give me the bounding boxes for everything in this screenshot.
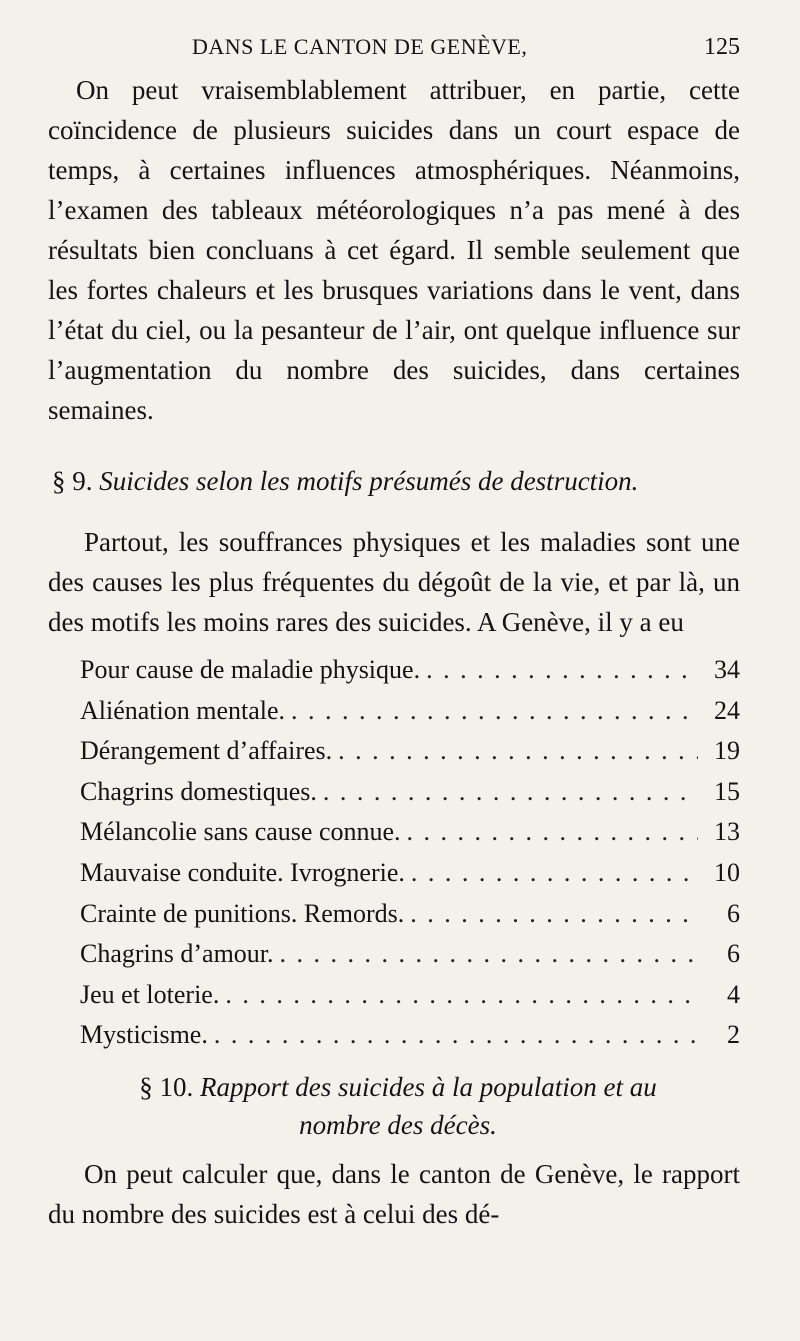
section-10-heading [48,1068,740,1144]
cause-label: Dérangement d’affaires. [80,736,333,766]
leader-dots [426,650,698,691]
cause-label: Pour cause de maladie physique. [80,655,421,684]
leader-dots [411,853,698,894]
section-9-number: § 9. [52,466,93,496]
cause-row [80,894,740,935]
cause-label: Mélancolie sans cause connue. [80,817,401,847]
leader-dots [291,691,698,732]
intro-paragraph [48,70,740,430]
section-9-title: Suicides selon les motifs présumés de destruction. [99,466,639,496]
cause-count: 13 [714,817,740,847]
running-head [48,28,740,68]
leader-dots [410,894,698,935]
intro-text: On peut vraisemblablement attribuer, en partie, cette coïncidence de plusieurs suicides dans un court espace de temps, à certaines influences atmosphériques. Néanmoins, l’examen des tableaux météorologiques n’a pas mené à des résultats bien concluans à cet égard. Il semble seulement que les fortes chaleurs et les brusques variations dans le vent, dans l’état du ciel, ou la pesanteur de l’air, ont quelque influence sur l’augmentation du nombre des suicides, dans certaines semaines. [48,75,740,425]
section-10-paragraph [48,1154,740,1234]
running-title: DANS LE CANTON DE GENÈVE, [192,34,528,59]
cause-count: 19 [714,736,740,766]
cause-row [80,975,740,1016]
leader-dots [225,975,698,1016]
leader-dots [214,1015,698,1056]
cause-label: Crainte de punitions. Remords. [80,898,405,928]
section-10-text: On peut calculer que, dans le canton de Genève, le rapport du nombre des suicides est à celui des dé- [48,1158,740,1229]
cause-row [80,772,740,813]
cause-count: 10 [714,857,740,887]
cause-count: 34 [714,655,740,684]
section-9-text: Partout, les souffrances physiques et les maladies sont une des causes les plus fréquentes du dégoût de la vie, et par là, un des motifs les moins rares des suicides. A Genève, il y a eu [48,527,740,637]
cause-count: 6 [727,939,740,969]
section-10-title: Rapport des suicides à la population et au [200,1071,657,1102]
cause-row [80,1015,740,1056]
section-10-number: § 10. [139,1071,194,1102]
page-number: 125 [704,34,740,60]
leader-dots [280,934,698,975]
cause-label: Jeu et loterie. [80,979,220,1009]
cause-count: 2 [727,1020,740,1050]
cause-count: 24 [714,695,740,725]
cause-row [80,853,740,894]
leader-dots [323,772,698,813]
cause-label: Chagrins d’amour. [80,939,274,969]
section-9-heading [48,462,740,500]
cause-label: Chagrins domestiques. [80,776,317,806]
cause-label: Aliénation mentale. [80,695,286,725]
cause-label: Mysticisme. [80,1020,208,1050]
cause-label: Mauvaise conduite. Ivrognerie. [80,857,405,887]
leader-dots [407,812,698,853]
cause-row [80,812,740,853]
leader-dots [338,731,698,772]
cause-count: 15 [714,776,740,806]
cause-count: 6 [727,898,740,928]
section-10-title-continued: nombre des décès. [299,1109,497,1140]
cause-row [80,650,740,691]
cause-row [80,691,740,732]
causes-list [48,650,740,1056]
section-9-paragraph [48,522,740,642]
cause-row [80,731,740,772]
cause-count: 4 [727,979,740,1009]
cause-row [80,934,740,975]
